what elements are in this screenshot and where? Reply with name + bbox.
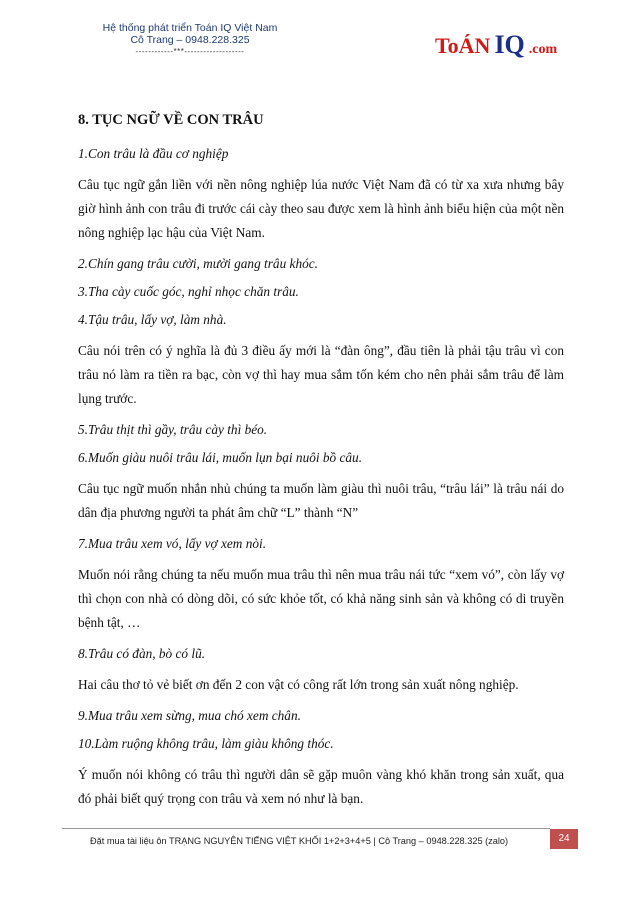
- proverb-line: 8.Trâu có đàn, bò có lũ.: [78, 646, 206, 661]
- header-line-1: Hệ thống phát triển Toán IQ Việt Nam: [102, 22, 278, 34]
- explanation-paragraph: Hai câu thơ tỏ vẻ biết ơn đến 2 con vật có công rất lớn trong sản xuất nông nghiệp.: [78, 677, 519, 692]
- logo: [435, 30, 557, 60]
- proverb-line: 6.Muốn giàu nuôi trâu lái, muốn lụn bại nuôi bồ câu.: [78, 450, 363, 465]
- proverb-line: 3.Tha cày cuốc góc, nghỉ nhọc chăn trâu.: [78, 284, 299, 299]
- explanation-paragraph: Ý muốn nói không có trâu thì người dân sẽ gặp muôn vàng khó khăn trong sản xuất, qua đó phải biết quý trọng con trâu và xem nó như là bạn.: [78, 767, 564, 806]
- proverb-line: 10.Làm ruộng không trâu, làm giàu không thóc.: [78, 736, 334, 751]
- header-brand: [85, 22, 295, 58]
- proverb-line: 1.Con trâu là đầu cơ nghiệp: [78, 146, 229, 161]
- proverb-line: 4.Tậu trâu, lấy vợ, làm nhà.: [78, 312, 227, 327]
- logo-part-1: ToÁN: [435, 33, 491, 58]
- header-divider: ------------***-------------------: [135, 47, 245, 56]
- footer-divider: [62, 828, 550, 829]
- logo-part-2: IQ: [494, 30, 525, 59]
- document-body: [78, 112, 564, 821]
- proverb-line: 2.Chín gang trâu cười, mười gang trâu khóc.: [78, 256, 318, 271]
- content-blocks: [78, 145, 564, 811]
- explanation-paragraph: Câu tục ngữ muốn nhắn nhủ chúng ta muốn làm giàu thì nuôi trâu, “trâu lái” là trâu nái do dân địa phương người ta phát âm chữ “L” thành “N”: [78, 481, 564, 520]
- explanation-paragraph: Câu tục ngữ gắn liền với nền nông nghiệp lúa nước Việt Nam đã có từ xa xưa nhưng bây giờ hình ảnh con trâu đi trước cái cày theo sau được xem là hình ảnh biểu hiện của một nền nông nghiệp lạc hậu của Việt Nam.: [78, 177, 564, 240]
- section-title: 8. TỤC NGỮ VỀ CON TRÂU: [78, 112, 264, 128]
- proverb-line: 5.Trâu thịt thì gầy, trâu cày thì béo.: [78, 422, 268, 437]
- explanation-paragraph: Muốn nói rằng chúng ta nếu muốn mua trâu thì nên mua trâu nái tức “xem vó”, còn lấy vợ thì chọn con nhà có dòng dõi, có sức khỏe tốt, có khả năng sinh sản và không có di truyền bệnh tật, …: [78, 567, 564, 630]
- logo-part-3: .com: [528, 42, 558, 57]
- explanation-paragraph: Câu nói trên có ý nghĩa là đủ 3 điều ấy mới là “đàn ông”, đầu tiên là phải tậu trâu vì con trâu nó làm ra tiền ra bạc, còn vợ thì hay mua sắm tốn kém cho nên phải sắm trâu để làm lụng trước.: [78, 343, 564, 406]
- header-line-2: Cô Trang – 0948.228.325: [130, 34, 250, 46]
- proverb-line: 9.Mua trâu xem sừng, mua chó xem chân.: [78, 708, 301, 723]
- footer-text: Đặt mua tài liệu ôn TRẠNG NGUYÊN TIẾNG VIỆT KHỐI 1+2+3+4+5 | Cô Trang – 0948.228.325 (zalo): [90, 836, 509, 846]
- page-number: 24: [550, 829, 578, 849]
- proverb-line: 7.Mua trâu xem vó, lấy vợ xem nòi.: [78, 536, 267, 551]
